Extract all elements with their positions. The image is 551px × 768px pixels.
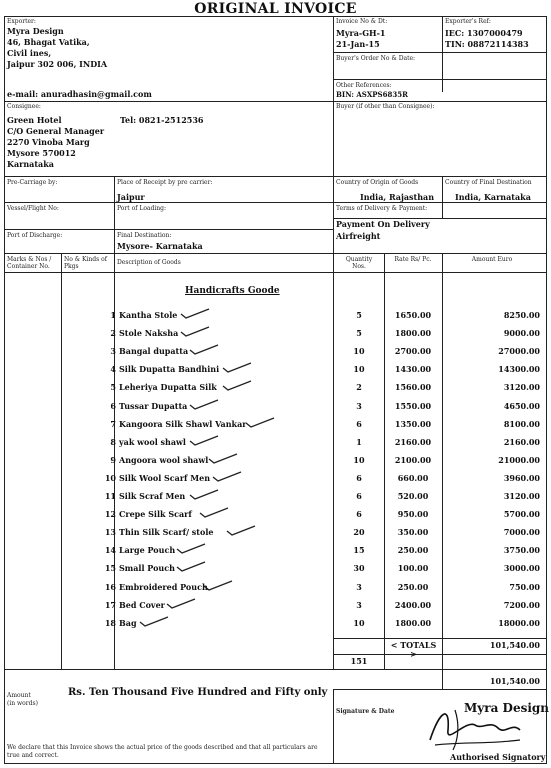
row-serial: 12	[104, 509, 116, 520]
qty-header: Quantity Nos.	[345, 256, 373, 270]
row-rate: 1350.00	[394, 418, 432, 429]
row-rate: 1800.00	[394, 328, 432, 339]
exporter-label: Exporter:	[7, 18, 36, 25]
bin-number: BIN: ASXPS6835R	[336, 90, 408, 99]
origin-label: Country of Origin of Goods	[336, 179, 419, 186]
row-rate: 950.00	[397, 509, 429, 520]
check-mark-icon	[179, 324, 219, 340]
row-description: Embroidered Pouch	[119, 581, 208, 592]
row-serial: 15	[104, 563, 116, 574]
row-description: Silk Dupatta Bandhini	[119, 364, 220, 375]
final-dest-country-value: India, Karnataka	[455, 192, 531, 202]
row-serial: 18	[104, 617, 116, 628]
row-quantity: 15	[353, 545, 365, 556]
marks-header: Marks & Nos / Container No.	[7, 256, 52, 270]
row-amount: 750.00	[509, 581, 540, 592]
row-rate: 1560.00	[394, 382, 432, 393]
exporter-address-3: Jaipur 302 006, INDIA	[7, 59, 108, 69]
check-mark-icon	[188, 397, 228, 413]
rate-header: Rate Rs/ Pc.	[394, 256, 432, 263]
row-serial: 8	[110, 436, 116, 447]
consignee-line-5: Karnataka	[7, 159, 54, 169]
row-quantity: 20	[353, 527, 365, 538]
check-mark-icon	[138, 614, 178, 630]
row-quantity: 3	[356, 581, 362, 592]
row-rate: 520.00	[397, 491, 429, 501]
row-amount: 3960.00	[503, 472, 540, 483]
row-description: Silk Wool Scarf Men	[119, 472, 211, 483]
final-dest-label: Final Destination:	[117, 232, 172, 239]
row-quantity: 6	[356, 491, 362, 501]
invoice-title: ORIGINAL INVOICE	[194, 1, 357, 17]
consignee-line-3: 2270 Vinoba Marg	[7, 137, 90, 147]
check-mark-icon	[175, 559, 215, 575]
row-amount: 5700.00	[503, 509, 540, 520]
consignee-label: Consignee:	[7, 103, 41, 110]
check-mark-icon	[188, 487, 228, 503]
check-mark-icon	[221, 360, 261, 376]
row-quantity: 5	[356, 328, 362, 339]
row-serial: 3	[110, 346, 116, 357]
row-quantity: 3	[356, 400, 362, 411]
kinds-header: No & Kinds of Pkgs	[64, 256, 107, 270]
totals-amount: 101,540.00	[489, 640, 540, 650]
row-rate: 1650.00	[394, 310, 432, 320]
row-rate: 350.00	[397, 527, 429, 538]
terms-label: Terms of Delivery & Payment:	[336, 205, 428, 212]
row-serial: 11	[104, 491, 116, 501]
row-description: Large Pouch	[119, 545, 176, 556]
row-description: Bangal dupatta	[119, 346, 189, 357]
authorised-signatory: Authorised Signatory	[450, 752, 546, 762]
declaration-text: We declare that this Invoice shows the actual price of the goods described and that all particulars are true and correct.	[7, 744, 318, 759]
row-rate: 2160.00	[394, 436, 432, 447]
row-amount: 21000.00	[498, 454, 540, 465]
origin-value: India, Rajasthan	[360, 192, 435, 202]
amount-in-words: Rs. Ten Thousand Five Hundred and Fifty only	[68, 687, 328, 698]
row-quantity: 1	[356, 436, 362, 447]
row-amount: 8100.00	[503, 418, 540, 429]
amount-words-label-2: (in words)	[7, 700, 38, 707]
check-mark-icon	[211, 469, 251, 485]
row-serial: 13	[104, 527, 116, 538]
row-amount: 14300.00	[498, 364, 540, 375]
row-quantity: 2	[356, 382, 362, 393]
row-serial: 2	[110, 328, 116, 339]
check-mark-icon	[179, 306, 219, 322]
row-serial: 5	[110, 382, 116, 393]
row-rate: 1430.00	[394, 364, 432, 375]
row-quantity: 6	[356, 509, 362, 520]
check-mark-icon	[198, 505, 238, 521]
row-description: Leheriya Dupatta Silk	[119, 382, 217, 393]
row-description: Crepe Silk Scarf	[119, 509, 192, 520]
row-amount: 7200.00	[503, 599, 540, 610]
signature-label: Signature & Date	[336, 708, 395, 715]
row-description: Thin Silk Scarf/ stole	[119, 527, 214, 538]
consignee-tel: Tel: 0821-2512536	[120, 115, 204, 125]
check-mark-icon	[165, 596, 205, 612]
row-quantity: 10	[353, 364, 365, 375]
row-serial: 1	[110, 310, 116, 320]
port-discharge-label: Port of Discharge:	[7, 232, 63, 239]
row-quantity: 6	[356, 418, 362, 429]
invoice-date: 21-Jan-15	[336, 39, 380, 49]
row-rate: 1550.00	[394, 400, 432, 411]
handwritten-signature	[420, 700, 530, 755]
exporters-ref-label: Exporter's Ref:	[445, 18, 491, 25]
row-amount: 18000.00	[498, 617, 540, 628]
exporter-email: e-mail: anuradhasin@gmail.com	[7, 89, 152, 99]
row-quantity: 30	[353, 563, 365, 574]
row-rate: 250.00	[397, 545, 429, 556]
row-rate: 2100.00	[394, 454, 432, 465]
row-amount: 3000.00	[503, 563, 540, 574]
check-mark-icon	[188, 342, 228, 358]
row-description: Silk Scraf Men	[119, 491, 186, 501]
row-quantity: 10	[353, 454, 365, 465]
row-amount: 27000.00	[498, 346, 540, 357]
vessel-label: Vessel/Flight No:	[7, 205, 59, 212]
other-references-label: Other References:	[336, 82, 392, 89]
buyer-other-label: Buyer (if other than Consignee):	[336, 103, 435, 110]
row-quantity: 10	[353, 617, 365, 628]
check-mark-icon	[207, 451, 247, 467]
invoice-number: Myra-GH-1	[336, 28, 386, 38]
terms-payment: Payment On Delivery	[336, 219, 430, 229]
row-description: Stole Naksha	[119, 328, 179, 339]
consignee-line-4: Mysore 570012	[7, 148, 76, 158]
row-description: yak wool shawl	[119, 436, 186, 447]
row-quantity: 10	[353, 346, 365, 357]
row-amount: 7000.00	[503, 527, 540, 538]
row-amount: 9000.00	[503, 328, 540, 339]
row-rate: 2700.00	[394, 346, 432, 357]
row-amount: 4650.00	[503, 400, 540, 411]
check-mark-icon	[225, 523, 265, 539]
terms-mode: Airfreight	[336, 231, 381, 241]
row-description: Kantha Stole	[119, 310, 178, 320]
exporter-address-1: 46, Bhagat Vatika,	[7, 37, 90, 47]
row-description: Tussar Dupatta	[119, 400, 188, 411]
row-serial: 4	[110, 364, 116, 375]
signature-company: Myra Design	[464, 701, 550, 715]
amount-words-label: Amount	[7, 692, 31, 699]
check-mark-icon	[221, 378, 261, 394]
final-dest-value: Mysore- Karnataka	[117, 241, 203, 251]
row-rate: 250.00	[397, 581, 429, 592]
total-quantity: 151	[350, 656, 368, 666]
row-serial: 6	[110, 400, 116, 411]
row-amount: 3750.00	[503, 545, 540, 556]
tin-number: TIN: 08872114383	[445, 39, 529, 49]
exporter-name: Myra Design	[7, 26, 64, 36]
row-serial: 10	[104, 472, 116, 483]
row-description: Bag	[119, 617, 137, 628]
consignee-line-2: C/O General Manager	[7, 126, 105, 136]
place-receipt-label: Place of Receipt by pre carrier:	[117, 179, 213, 186]
place-receipt-value: Jaipur	[117, 192, 145, 202]
row-amount: 3120.00	[503, 382, 540, 393]
final-dest-country-label: Country of Final Destination	[445, 179, 532, 186]
check-mark-icon	[188, 433, 228, 449]
row-serial: 14	[104, 545, 116, 556]
row-amount: 8250.00	[503, 310, 540, 320]
row-amount: 2160.00	[503, 436, 540, 447]
row-rate: 2400.00	[394, 599, 432, 610]
check-mark-icon	[202, 578, 242, 594]
row-quantity: 5	[356, 310, 362, 320]
row-amount: 3120.00	[503, 491, 540, 501]
row-description: Kangoora Silk Shawl Vankar	[119, 418, 247, 429]
row-description: Small Pouch	[119, 563, 175, 574]
totals-label: < TOTALS >	[390, 640, 437, 659]
row-description: Bed Cover	[119, 599, 165, 610]
row-rate: 1800.00	[394, 617, 432, 628]
desc-header: Description of Goods	[117, 259, 181, 266]
row-rate: 660.00	[397, 472, 429, 483]
section-title: Handicrafts Goode	[185, 286, 280, 296]
row-quantity: 6	[356, 472, 362, 483]
pre-carriage-label: Pre-Carriage by:	[7, 179, 58, 186]
exporter-address-2: Civil ines,	[7, 48, 52, 58]
check-mark-icon	[175, 541, 215, 557]
row-serial: 16	[104, 581, 116, 592]
port-loading-label: Port of Loading:	[117, 205, 166, 212]
grand-total: 101,540.00	[489, 676, 540, 686]
row-serial: 7	[110, 418, 116, 429]
table-row	[0, 618, 551, 641]
row-description: Angoora wool shawl	[119, 454, 209, 465]
invoice-no-label: Invoice No & Dt:	[336, 18, 388, 25]
iec-number: IEC: 1307000479	[445, 28, 523, 38]
row-quantity: 3	[356, 599, 362, 610]
consignee-name: Green Hotel	[7, 115, 62, 125]
buyers-order-label: Buyer's Order No & Date:	[336, 55, 416, 62]
row-serial: 9	[110, 454, 116, 465]
row-serial: 17	[104, 599, 116, 610]
check-mark-icon	[244, 415, 284, 431]
amount-header: Amount Euro	[471, 256, 513, 263]
row-rate: 100.00	[397, 563, 429, 574]
